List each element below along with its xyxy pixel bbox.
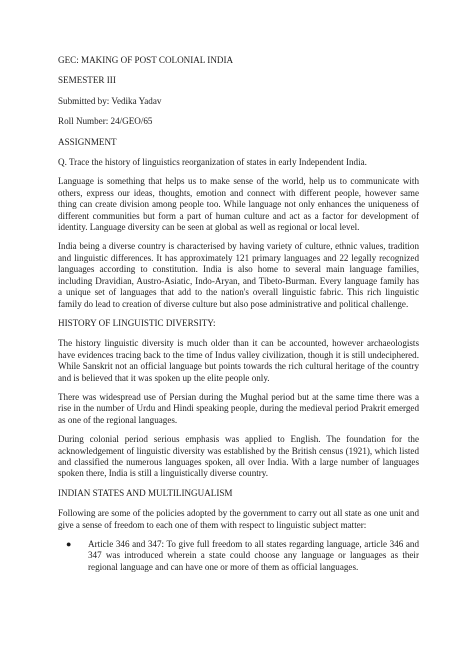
assignment-heading: ASSIGNMENT	[58, 136, 117, 147]
policy-list	[58, 539, 419, 573]
history-paragraph-1: The history linguistic diversity is much older than it can be accounted, however archaeologists have evidences tracing back to the time of Indus valley civilization, though it is still undeciphered. While Sanskrit not an official language but points towards the rich cultural heritage of the country and is believed that it was spoken up the elite people only.	[58, 338, 419, 383]
intro-paragraph-1: Language is something that helps us to make sense of the world, help us to communicate with others, express our ideas, thoughts, emotion and connect with different people, however same thing can create division among people too. While language not only enhances the uniqueness of different communities but form a part of human culture and act as a factor for development of identity. Language diversity can be seen at global as well as regional or local level.	[58, 176, 419, 233]
history-paragraph-2: There was widespread use of Persian during the Mughal period but at the same time there was a rise in the number of Urdu and Hindi speaking people, during the medieval period Prakrit emerged as one of the regional languages.	[58, 391, 419, 425]
history-paragraph-3: During colonial period serious emphasis was applied to English. The foundation for the acknowledgement of linguistic diversity was established by the British census (1921), which listed and classified the numerous languages spoken, all over India. With a large number of languages spoken there, India is still a linguistically diverse country.	[58, 434, 419, 479]
list-item-text: Article 346 and 347: To give full freedom to all states regarding language, article 346 and 347 was introduced wherein a state could choose any language or languages as their regional language and can have one or more of them as official languages.	[88, 539, 419, 572]
submitted-by-line: Submitted by: Vedika Yadav	[58, 95, 162, 106]
semester-line: SEMESTER III	[58, 75, 116, 86]
history-heading: HISTORY OF LINGUISTIC DIVERSITY:	[58, 317, 216, 328]
bullet-icon: ●	[66, 539, 72, 549]
question-text: Q. Trace the history of linguistics reorganization of states in early Independent India.	[58, 157, 367, 168]
course-title: GEC: MAKING OF POST COLONIAL INDIA	[58, 55, 234, 65]
intro-paragraph-2: India being a diverse country is characterised by having variety of culture, ethnic values, tradition and linguistic differences. It has approximately 121 primary languages and 22 legally recognized languages according to constitution. India is also home to several main language families, including Dravidian, Austro-Asiatic, Indo-Aryan, and Tibeto-Burman. Every language family has a unique set of languages that add to the nation's overall linguistic fabric. This rich linguistic family do lead to creation of diverse culture but also pose administrative and political challenge.	[58, 241, 419, 309]
states-paragraph: Following are some of the policies adopted by the government to carry out all state as one unit and give a sense of freedom to each one of them with respect to linguistic subject matter:	[58, 508, 419, 530]
states-heading: INDIAN STATES AND MULTILINGUALISM	[58, 487, 233, 498]
list-item	[58, 539, 419, 573]
roll-number-line: Roll Number: 24/GEO/65	[58, 116, 153, 127]
